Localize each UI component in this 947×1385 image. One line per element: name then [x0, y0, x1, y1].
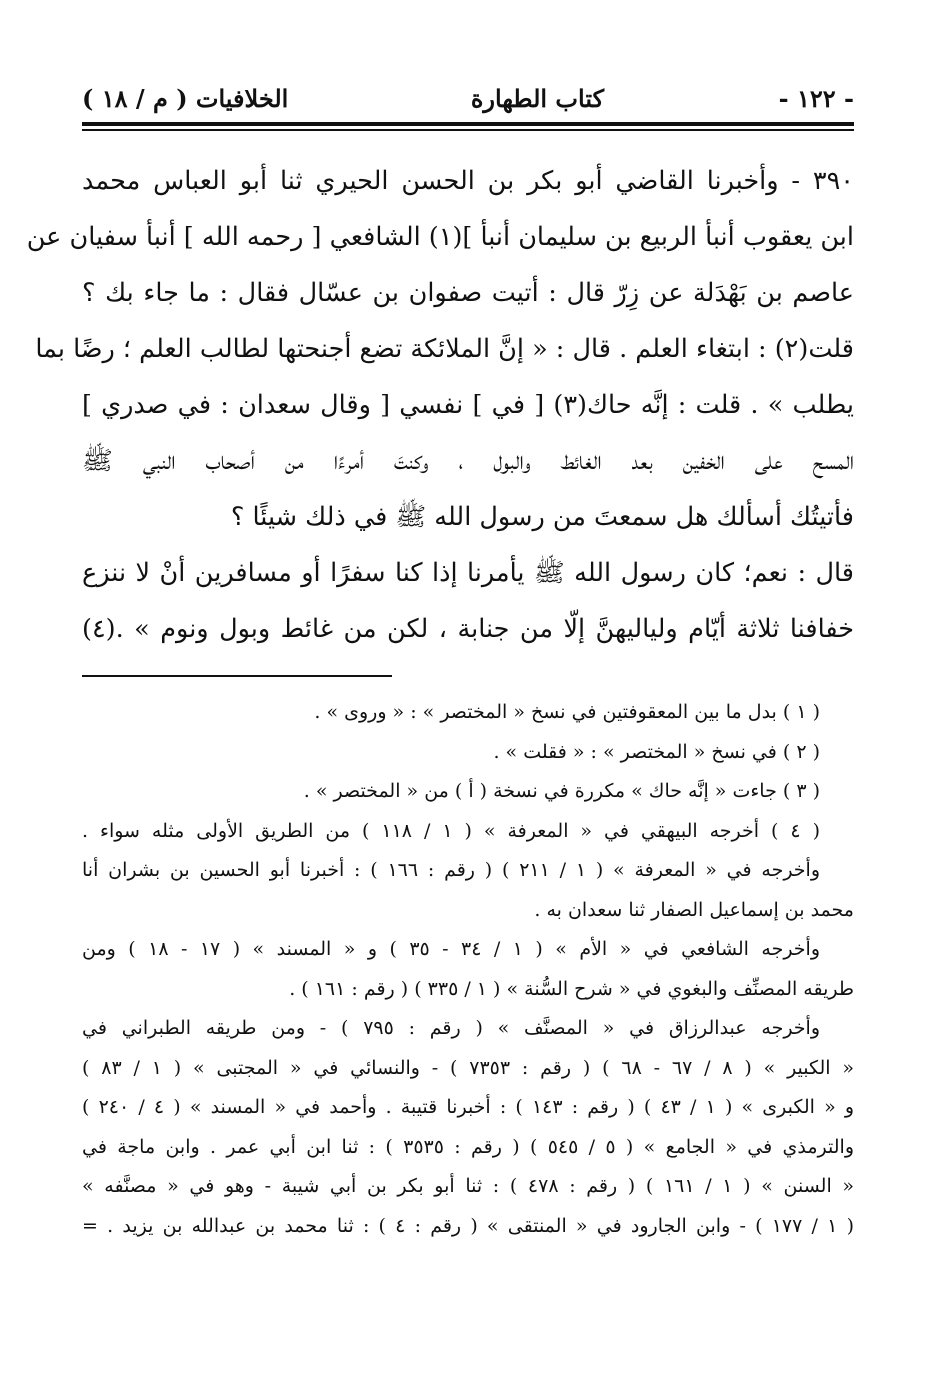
main-text — [26, 153, 855, 657]
footnote-line: وأخرجه عبدالرزاق في « المصنَّف » ( رقم : ٧٩٥ ) - ومن طريقه الطبراني في — [82, 1017, 820, 1039]
text-line: ٣٩٠ - وأخبرنا القاضي أبو بكر بن الحسن الحيري ثنا أبو العباس محمد — [82, 166, 854, 196]
footnote-separator — [82, 675, 392, 677]
text-line: يطلب » . قلت : إنَّه حاك(٣) [ في ] نفسي [ وقال سعدان : في صدري ] — [82, 390, 855, 420]
running-subtitle: الخلافيات ( م / ١٨ ) — [82, 84, 289, 113]
text-line: فأتيتُك أسألك هل سمعتَ من رسول الله ﷺ في ذلك شيئًا ؟ — [230, 502, 854, 532]
book-title: كتاب الطهارة — [470, 84, 604, 113]
page-number: - ١٢٢ - — [778, 84, 854, 113]
footnote-line: وأخرجه الشافعي في « الأم » ( ١ / ٣٤ - ٣٥ ) و « المسند » ( ١٧ - ١٨ ) ومن — [82, 938, 821, 960]
footnote-line: ( ٣ ) جاءت « إنَّه حاك » مكررة في نسخة ( أ ) من « المختصر » . — [303, 780, 820, 802]
header-rule-thick — [82, 122, 854, 126]
footnote-line: وأخرجه في « المعرفة » ( ١ / ٢١١ ) ( رقم : ١٦٦ ) : أخبرنا أبو الحسين بن بشران أنا — [82, 859, 821, 881]
text-line: قال : نعم؛ كان رسول الله ﷺ يأمرنا إذا كنا سفرًا أو مسافرين أنْ لا ننزع — [82, 558, 854, 588]
footnote-line: والترمذي في « الجامع » ( ٥ / ٥٤٥ ) ( رقم : ٣٥٣٥ ) : ثنا ابن أبي عمر . وابن ماجة في — [82, 1135, 854, 1158]
text-line: المسح على الخفين بعد الغائط والبول ، وكنتَ أمرءًا من أصحاب النبي ﷺ — [82, 446, 854, 476]
header-rule-thin — [82, 129, 854, 131]
text-line: خفافنا ثلاثة أيّام ولياليهنَّ إلّا من جنابة ، لكن من غائط وبول ونوم » .(٤) — [82, 614, 854, 644]
footnote-line: ( ٤ ) أخرجه البيهقي في « المعرفة » ( ١ / ١١٨ ) من الطريق الأولى مثله سواء . — [82, 819, 821, 842]
footnote-line: محمد بن إسماعيل الصفار ثنا سعدان به . — [534, 898, 854, 921]
text-line: قلت(٢) : ابتغاء العلم . قال : « إنَّ الملائكة تضع أجنحتها لطالب العلم ؛ رضًا بما — [35, 334, 854, 364]
page-header — [82, 70, 854, 122]
footnote-line: ( ١ ) بدل ما بين المعقوفتين في نسخ « المختصر » : « وروى » . — [314, 701, 820, 723]
book-page — [26, 70, 855, 1246]
footnote-line: « السنن » ( ١ / ١٦١ ) ( رقم : ٤٧٨ ) : ثنا أبو بكر بن أبي شيبة - وهو في « مصنَّفه » — [82, 1175, 855, 1197]
footnotes — [82, 693, 854, 1246]
text-line: عاصم بن بَهْدَلة عن زِرّ قال : أتيت صفوان بن عسّال فقال : ما جاء بك ؟ — [82, 278, 854, 308]
footnote-line: و « الكبرى » ( ١ / ٤٣ ) ( رقم : ١٤٣ ) : أخبرنا قتيبة . وأحمد في « المسند » ( ٤ / ٢٤٠ ) — [82, 1096, 855, 1118]
footnote-line: ( ٢ ) في نسخ « المختصر » : « فقلت » . — [493, 740, 820, 763]
footnote-line: ( ١ / ١٧٧ ) - وابن الجارود في « المنتقى » ( رقم : ٤ ) : ثنا محمد بن عبدالله بن يزيد . = — [82, 1214, 854, 1237]
text-line: ابن يعقوب أنبأ الربيع بن سليمان أنبأ ](١) الشافعي [ رحمه الله ] أنبأ سفيان عن — [26, 222, 854, 252]
footnote-line: طريقه المصنِّف والبغوي في « شرح السُّنة » ( ١ / ٣٣٥ ) ( رقم : ١٦١ ) . — [289, 977, 854, 1000]
footnote-line: « الكبير » ( ٨ / ٦٧ - ٦٨ ) ( رقم : ٧٣٥٣ ) - والنسائي في « المجتبى » ( ١ / ٨٣ ) — [82, 1056, 855, 1079]
